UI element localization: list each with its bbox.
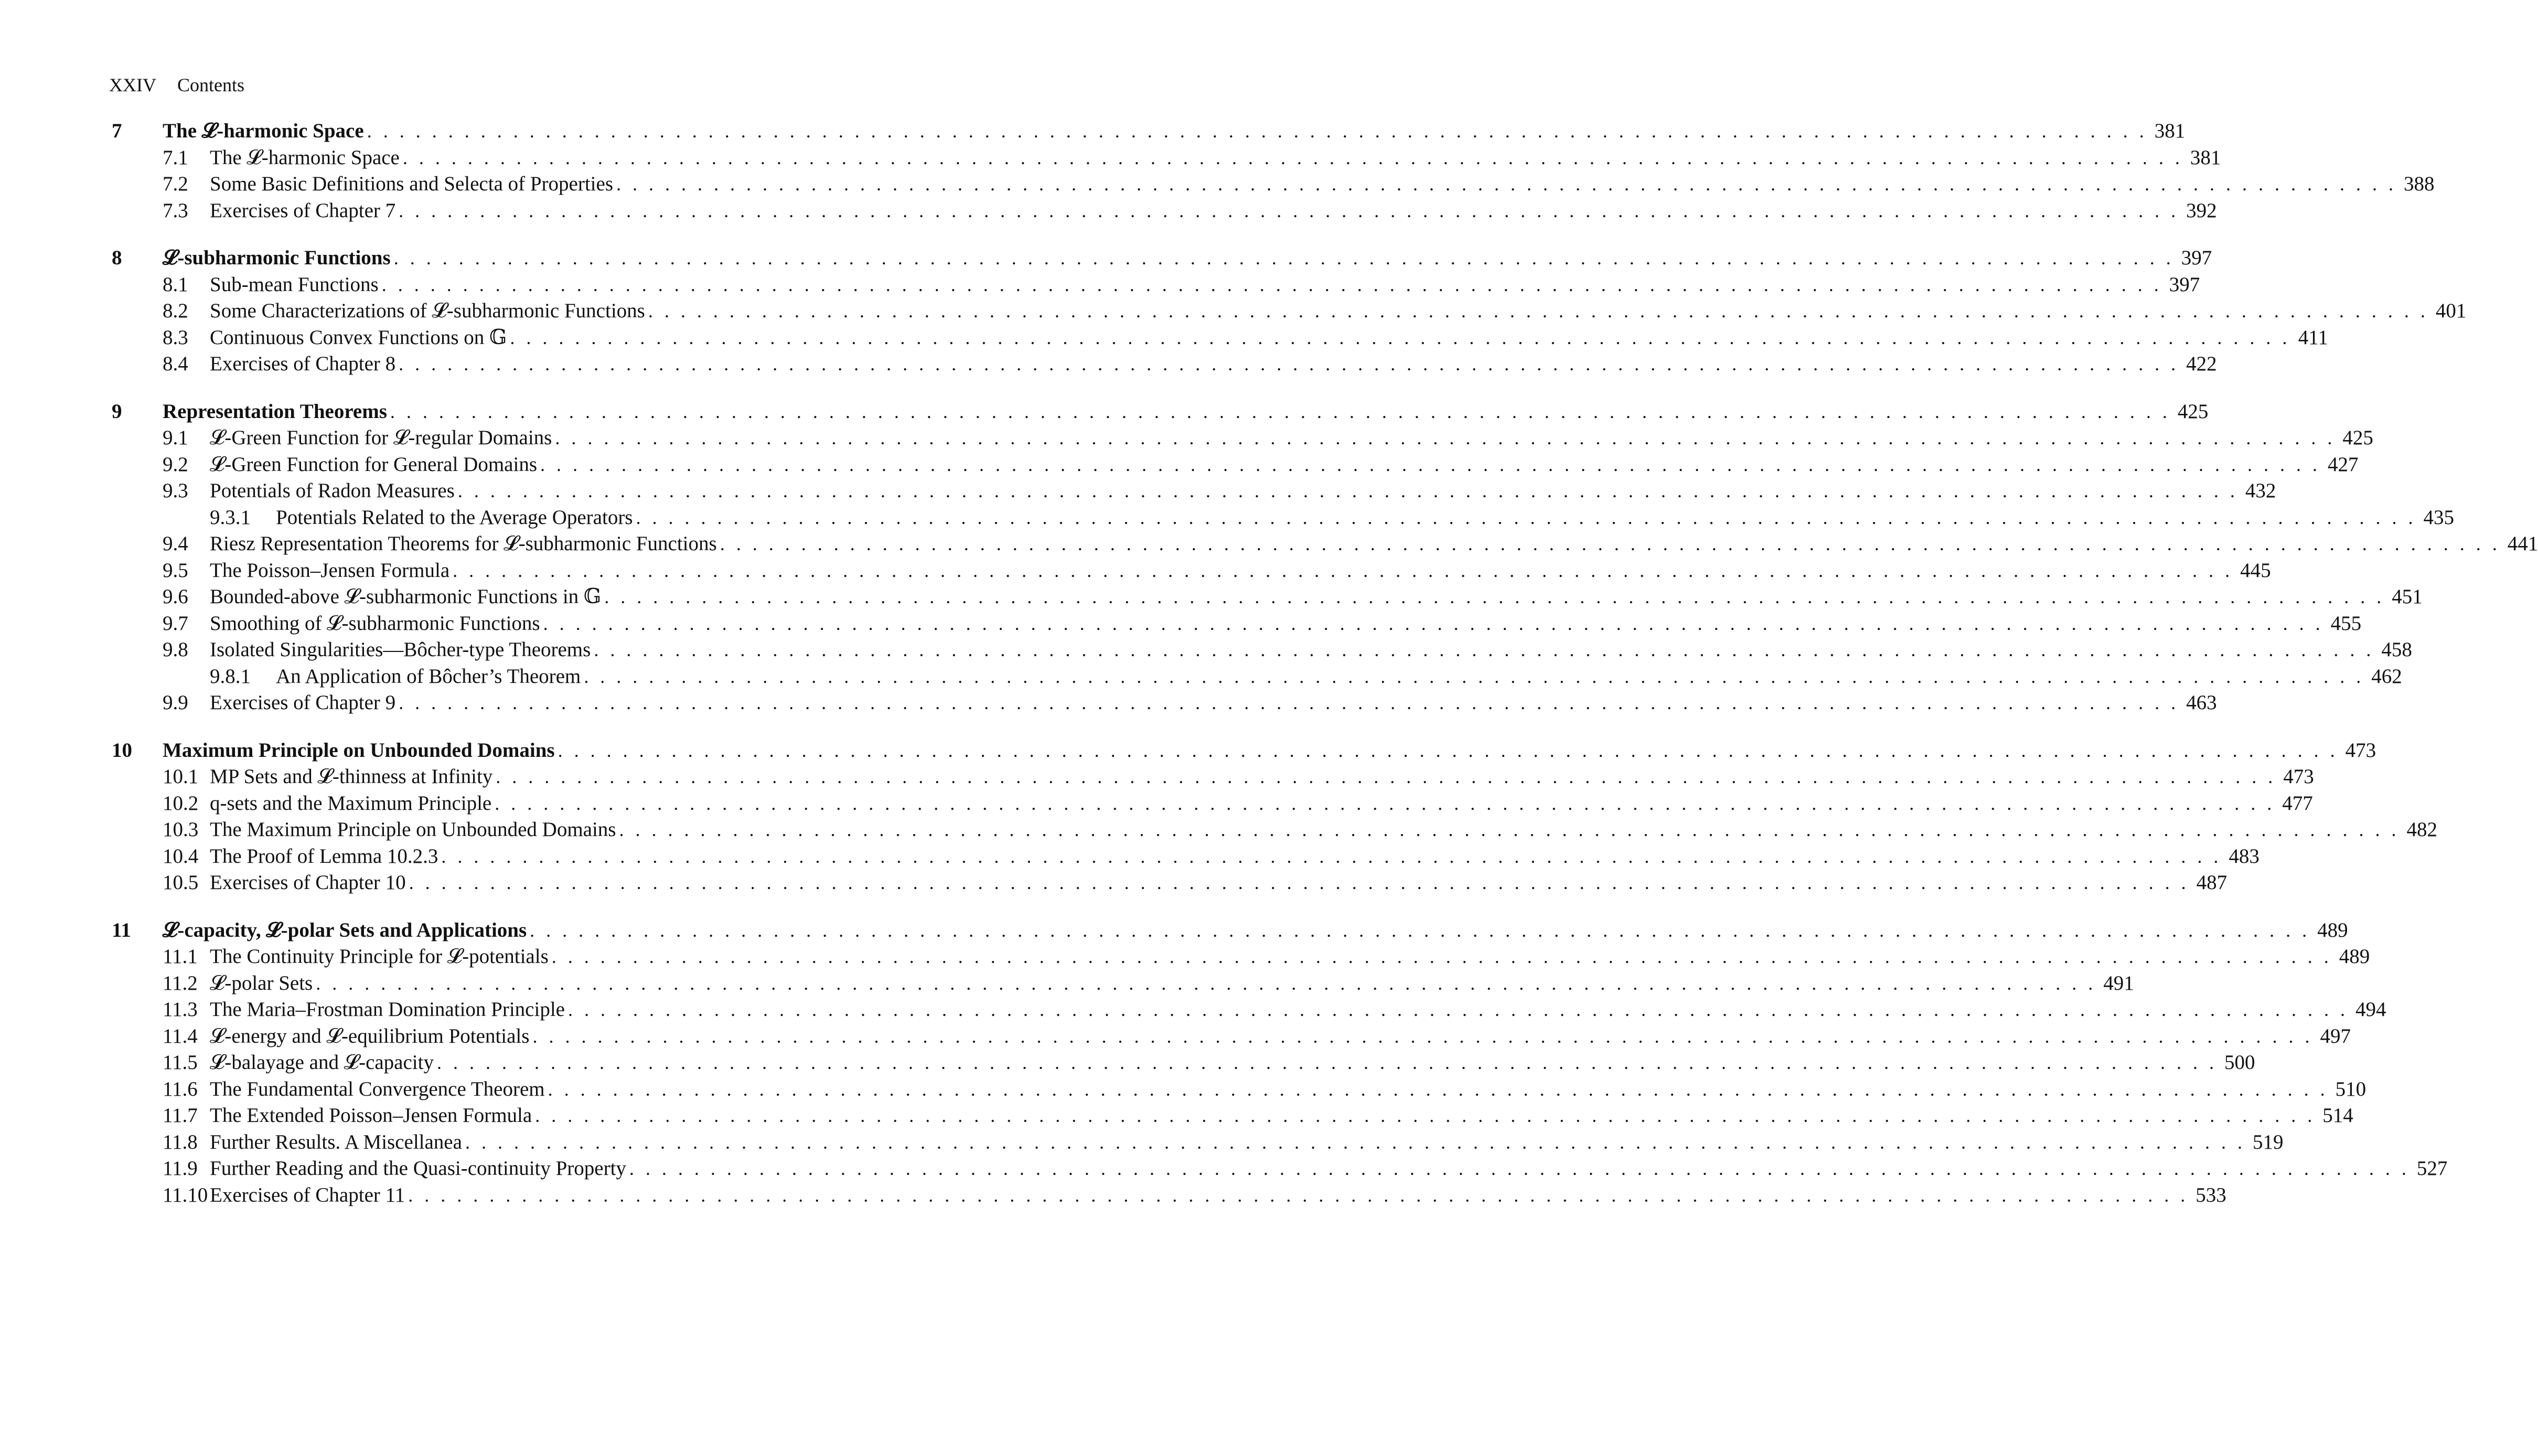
section-number: 10.3 bbox=[163, 818, 199, 841]
section-page-number: 411 bbox=[2298, 326, 2328, 349]
chapter-block bbox=[112, 118, 2435, 224]
section-leader-dots bbox=[496, 764, 2276, 790]
subsection-entry[interactable] bbox=[112, 663, 2402, 690]
section-title: 𝓛-balayage and 𝓛-capacity bbox=[210, 1051, 434, 1074]
section-page-number: 483 bbox=[2229, 844, 2259, 868]
chapter-page-number: 489 bbox=[2317, 918, 2348, 941]
section-number: 7.1 bbox=[163, 146, 188, 169]
subsection-leader-dots bbox=[636, 505, 2416, 531]
section-page-number: 458 bbox=[2381, 638, 2412, 661]
section-title: The Fundamental Convergence Theorem bbox=[210, 1077, 545, 1100]
subsection-page-number: 435 bbox=[2423, 506, 2454, 529]
section-page-number: 422 bbox=[2186, 352, 2217, 375]
chapter-block bbox=[112, 399, 2538, 716]
section-entry[interactable] bbox=[112, 970, 2134, 997]
section-title: Further Reading and the Quasi-continuity Property bbox=[210, 1157, 626, 1180]
section-leader-dots bbox=[568, 997, 2349, 1023]
section-leader-dots bbox=[604, 584, 2385, 611]
section-page-number: 401 bbox=[2435, 299, 2467, 322]
subsection-title: Potentials Related to the Average Operators bbox=[276, 506, 633, 529]
subsection-number: 9.8.1 bbox=[210, 665, 251, 688]
section-title: The Maximum Principle on Unbounded Domains bbox=[210, 818, 616, 841]
section-title: Smoothing of 𝓛-subharmonic Functions bbox=[210, 612, 540, 635]
section-entry[interactable] bbox=[112, 558, 2271, 584]
section-page-number: 441 bbox=[2507, 532, 2538, 555]
section-number: 9.2 bbox=[163, 453, 188, 476]
section-title: Potentials of Radon Measures bbox=[210, 479, 455, 502]
section-leader-dots bbox=[453, 558, 2233, 584]
section-leader-dots bbox=[408, 1182, 2189, 1209]
section-leader-dots bbox=[465, 1129, 2246, 1156]
section-number: 9.9 bbox=[163, 691, 188, 714]
section-page-number: 445 bbox=[2240, 559, 2271, 582]
chapter-block bbox=[112, 737, 2437, 896]
section-title: The Maria–Frostman Domination Principle bbox=[210, 998, 565, 1021]
chapter-title: Representation Theorems bbox=[163, 400, 387, 423]
section-title: Some Characterizations of 𝓛-subharmonic Functions bbox=[210, 299, 645, 322]
section-number: 10.5 bbox=[163, 871, 199, 894]
section-page-number: 510 bbox=[2335, 1077, 2366, 1100]
chapter-entry[interactable] bbox=[112, 399, 2209, 425]
chapter-entry[interactable] bbox=[112, 118, 2186, 145]
chapter-entry[interactable] bbox=[112, 917, 2348, 944]
section-leader-dots bbox=[409, 870, 2190, 896]
section-number: 11.7 bbox=[163, 1104, 198, 1127]
chapter-entry[interactable] bbox=[112, 245, 2212, 272]
section-leader-dots bbox=[437, 1050, 2218, 1076]
section-page-number: 381 bbox=[2190, 146, 2221, 169]
chapter-number: 8 bbox=[112, 247, 122, 269]
chapter-page-number: 397 bbox=[2181, 247, 2212, 269]
section-leader-dots bbox=[629, 1155, 2410, 1182]
section-entry[interactable] bbox=[112, 764, 2314, 790]
section-number: 11.10 bbox=[163, 1183, 208, 1206]
section-leader-dots bbox=[458, 478, 2239, 505]
section-entry[interactable] bbox=[112, 843, 2259, 870]
chapter-leader-dots bbox=[394, 245, 2175, 272]
section-title: The 𝓛-harmonic Space bbox=[210, 146, 400, 169]
section-page-number: 397 bbox=[2169, 273, 2200, 296]
subsection-page-number: 462 bbox=[2371, 665, 2402, 688]
section-page-number: 500 bbox=[2224, 1051, 2255, 1074]
section-title: The Continuity Principle for 𝓛-potentials bbox=[210, 945, 549, 968]
section-entry[interactable] bbox=[112, 1155, 2448, 1182]
section-entry[interactable] bbox=[112, 817, 2437, 843]
section-entry[interactable] bbox=[112, 1076, 2366, 1103]
section-number: 11.5 bbox=[163, 1051, 198, 1074]
section-entry[interactable] bbox=[112, 425, 2373, 452]
section-page-number: 392 bbox=[2186, 199, 2217, 222]
section-title: MP Sets and 𝓛-thinness at Infinity bbox=[210, 765, 493, 788]
section-page-number: 477 bbox=[2282, 791, 2313, 815]
chapter-page-number: 381 bbox=[2154, 120, 2186, 142]
section-number: 11.3 bbox=[163, 998, 198, 1021]
section-leader-dots bbox=[382, 272, 2162, 298]
section-page-number: 432 bbox=[2245, 479, 2276, 502]
section-number: 11.2 bbox=[163, 971, 198, 994]
section-number: 9.4 bbox=[163, 532, 188, 555]
chapter-block bbox=[112, 245, 2467, 378]
section-number: 9.3 bbox=[163, 479, 188, 502]
page-folio: XXIV bbox=[109, 74, 156, 95]
section-number: 9.1 bbox=[163, 426, 188, 449]
section-number: 11.6 bbox=[163, 1077, 198, 1100]
section-entry[interactable] bbox=[112, 790, 2313, 817]
section-page-number: 455 bbox=[2330, 612, 2362, 635]
section-number: 7.3 bbox=[163, 199, 188, 222]
section-page-number: 533 bbox=[2196, 1183, 2226, 1206]
section-leader-dots bbox=[594, 637, 2374, 663]
chapter-page-number: 425 bbox=[2177, 400, 2209, 423]
subsection-entry[interactable] bbox=[112, 505, 2454, 531]
section-number: 9.6 bbox=[163, 585, 188, 608]
section-number: 8.2 bbox=[163, 299, 188, 322]
subsection-title: An Application of Bôcher’s Theorem bbox=[276, 665, 581, 688]
section-title: Exercises of Chapter 11 bbox=[210, 1183, 405, 1206]
section-entry[interactable] bbox=[112, 1129, 2284, 1156]
section-page-number: 494 bbox=[2355, 998, 2386, 1021]
section-number: 10.4 bbox=[163, 844, 199, 868]
section-leader-dots bbox=[648, 298, 2429, 325]
section-number: 7.2 bbox=[163, 173, 188, 195]
section-title: 𝓛-polar Sets bbox=[210, 971, 313, 994]
section-page-number: 425 bbox=[2342, 426, 2373, 449]
section-title: The Extended Poisson–Jensen Formula bbox=[210, 1104, 532, 1127]
section-leader-dots bbox=[535, 1102, 2316, 1129]
section-page-number: 519 bbox=[2252, 1130, 2284, 1153]
section-page-number: 487 bbox=[2196, 871, 2228, 894]
subsection-number: 9.3.1 bbox=[210, 506, 251, 529]
chapter-leader-dots bbox=[558, 737, 2339, 764]
chapter-leader-dots bbox=[367, 118, 2148, 145]
chapter-title: 𝓛-capacity, 𝓛-polar Sets and Applications bbox=[163, 918, 527, 941]
section-number: 8.3 bbox=[163, 326, 188, 349]
section-entry[interactable] bbox=[112, 997, 2386, 1023]
section-entry[interactable] bbox=[112, 690, 2217, 716]
section-entry[interactable] bbox=[112, 198, 2217, 224]
section-entry[interactable] bbox=[112, 478, 2276, 505]
section-number: 11.8 bbox=[163, 1130, 198, 1153]
section-entry[interactable] bbox=[112, 272, 2200, 298]
chapter-page-number: 473 bbox=[2345, 738, 2376, 762]
section-entry[interactable] bbox=[112, 351, 2217, 378]
section-number: 11.9 bbox=[163, 1157, 198, 1180]
section-page-number: 451 bbox=[2392, 585, 2423, 608]
chapter-entry[interactable] bbox=[112, 737, 2376, 764]
section-title: Exercises of Chapter 8 bbox=[210, 352, 396, 375]
chapter-number: 7 bbox=[112, 120, 122, 142]
section-entry[interactable] bbox=[112, 870, 2228, 896]
section-number: 9.5 bbox=[163, 559, 188, 582]
section-leader-dots bbox=[548, 1076, 2329, 1103]
chapter-number: 10 bbox=[112, 738, 132, 762]
section-page-number: 527 bbox=[2416, 1157, 2448, 1180]
section-entry[interactable] bbox=[112, 637, 2412, 663]
section-page-number: 489 bbox=[2339, 945, 2370, 968]
section-page-number: 427 bbox=[2328, 453, 2359, 476]
section-title: The Proof of Lemma 10.2.3 bbox=[210, 844, 438, 868]
section-page-number: 473 bbox=[2283, 765, 2314, 788]
section-title: Bounded-above 𝓛-subharmonic Functions in 𝔾 bbox=[210, 585, 602, 608]
section-leader-dots bbox=[555, 425, 2336, 452]
section-leader-dots bbox=[399, 198, 2179, 224]
chapter-leader-dots bbox=[390, 399, 2171, 425]
section-title: Exercises of Chapter 7 bbox=[210, 199, 396, 222]
section-entry[interactable] bbox=[112, 1050, 2255, 1076]
section-title: Some Basic Definitions and Selecta of Properties bbox=[210, 173, 613, 195]
section-title: Further Results. A Miscellanea bbox=[210, 1130, 462, 1153]
section-entry[interactable] bbox=[112, 584, 2423, 611]
section-leader-dots bbox=[399, 690, 2179, 716]
section-page-number: 482 bbox=[2406, 818, 2437, 841]
section-leader-dots bbox=[316, 970, 2096, 997]
section-page-number: 463 bbox=[2186, 691, 2217, 714]
section-leader-dots bbox=[619, 817, 2400, 843]
section-entry[interactable] bbox=[112, 325, 2328, 351]
section-entry[interactable] bbox=[112, 531, 2538, 558]
section-leader-dots bbox=[510, 325, 2290, 351]
section-leader-dots bbox=[552, 944, 2332, 970]
section-entry[interactable] bbox=[112, 1182, 2226, 1209]
chapter-title: 𝓛-subharmonic Functions bbox=[163, 247, 391, 269]
section-title: Exercises of Chapter 9 bbox=[210, 691, 396, 714]
section-leader-dots bbox=[532, 1023, 2313, 1050]
chapter-title: The 𝓛-harmonic Space bbox=[163, 120, 364, 142]
section-number: 9.7 bbox=[163, 612, 188, 635]
section-number: 11.1 bbox=[163, 945, 198, 968]
section-entry[interactable] bbox=[112, 1102, 2353, 1129]
section-title: Sub-mean Functions bbox=[210, 273, 379, 296]
section-title: The Poisson–Jensen Formula bbox=[210, 559, 450, 582]
section-title: 𝓛-energy and 𝓛-equilibrium Potentials bbox=[210, 1024, 530, 1047]
section-page-number: 388 bbox=[2404, 173, 2435, 195]
running-header bbox=[109, 72, 855, 98]
section-number: 8.4 bbox=[163, 352, 188, 375]
section-entry[interactable] bbox=[112, 1023, 2351, 1050]
chapter-number: 9 bbox=[112, 400, 122, 423]
section-leader-dots bbox=[495, 790, 2275, 817]
section-title: Exercises of Chapter 10 bbox=[210, 871, 406, 894]
section-number: 11.4 bbox=[163, 1024, 198, 1047]
running-title: Contents bbox=[177, 74, 244, 95]
section-leader-dots bbox=[720, 531, 2501, 558]
section-entry[interactable] bbox=[112, 145, 2221, 172]
section-number: 9.8 bbox=[163, 638, 188, 661]
section-number: 10.1 bbox=[163, 765, 199, 788]
section-entry[interactable] bbox=[112, 298, 2467, 325]
section-title: Isolated Singularities—Bôcher-type Theorems bbox=[210, 638, 591, 661]
section-title: Riesz Representation Theorems for 𝓛-subharmonic Functions bbox=[210, 532, 717, 555]
section-title: 𝓛-Green Function for 𝓛-regular Domains bbox=[210, 426, 552, 449]
section-number: 10.2 bbox=[163, 791, 199, 815]
section-leader-dots bbox=[616, 171, 2397, 198]
section-leader-dots bbox=[540, 452, 2321, 478]
section-number: 8.1 bbox=[163, 273, 188, 296]
chapter-number: 11 bbox=[112, 918, 131, 941]
chapter-title: Maximum Principle on Unbounded Domains bbox=[163, 738, 555, 762]
section-leader-dots bbox=[403, 145, 2183, 172]
section-leader-dots bbox=[543, 611, 2324, 637]
section-title: q-sets and the Maximum Principle bbox=[210, 791, 492, 815]
section-title: Continuous Convex Functions on 𝔾 bbox=[210, 326, 507, 349]
chapter-block bbox=[112, 917, 2448, 1209]
section-page-number: 497 bbox=[2320, 1024, 2351, 1047]
section-leader-dots bbox=[441, 843, 2222, 870]
subsection-leader-dots bbox=[584, 663, 2364, 690]
chapter-leader-dots bbox=[530, 917, 2310, 944]
section-page-number: 491 bbox=[2103, 971, 2134, 994]
section-title: 𝓛-Green Function for General Domains bbox=[210, 453, 537, 476]
table-of-contents bbox=[112, 118, 2538, 1208]
section-entry[interactable] bbox=[112, 171, 2435, 198]
section-entry[interactable] bbox=[112, 944, 2370, 970]
section-entry[interactable] bbox=[112, 452, 2359, 478]
section-entry[interactable] bbox=[112, 611, 2362, 637]
section-page-number: 514 bbox=[2322, 1104, 2353, 1127]
section-leader-dots bbox=[399, 351, 2179, 378]
